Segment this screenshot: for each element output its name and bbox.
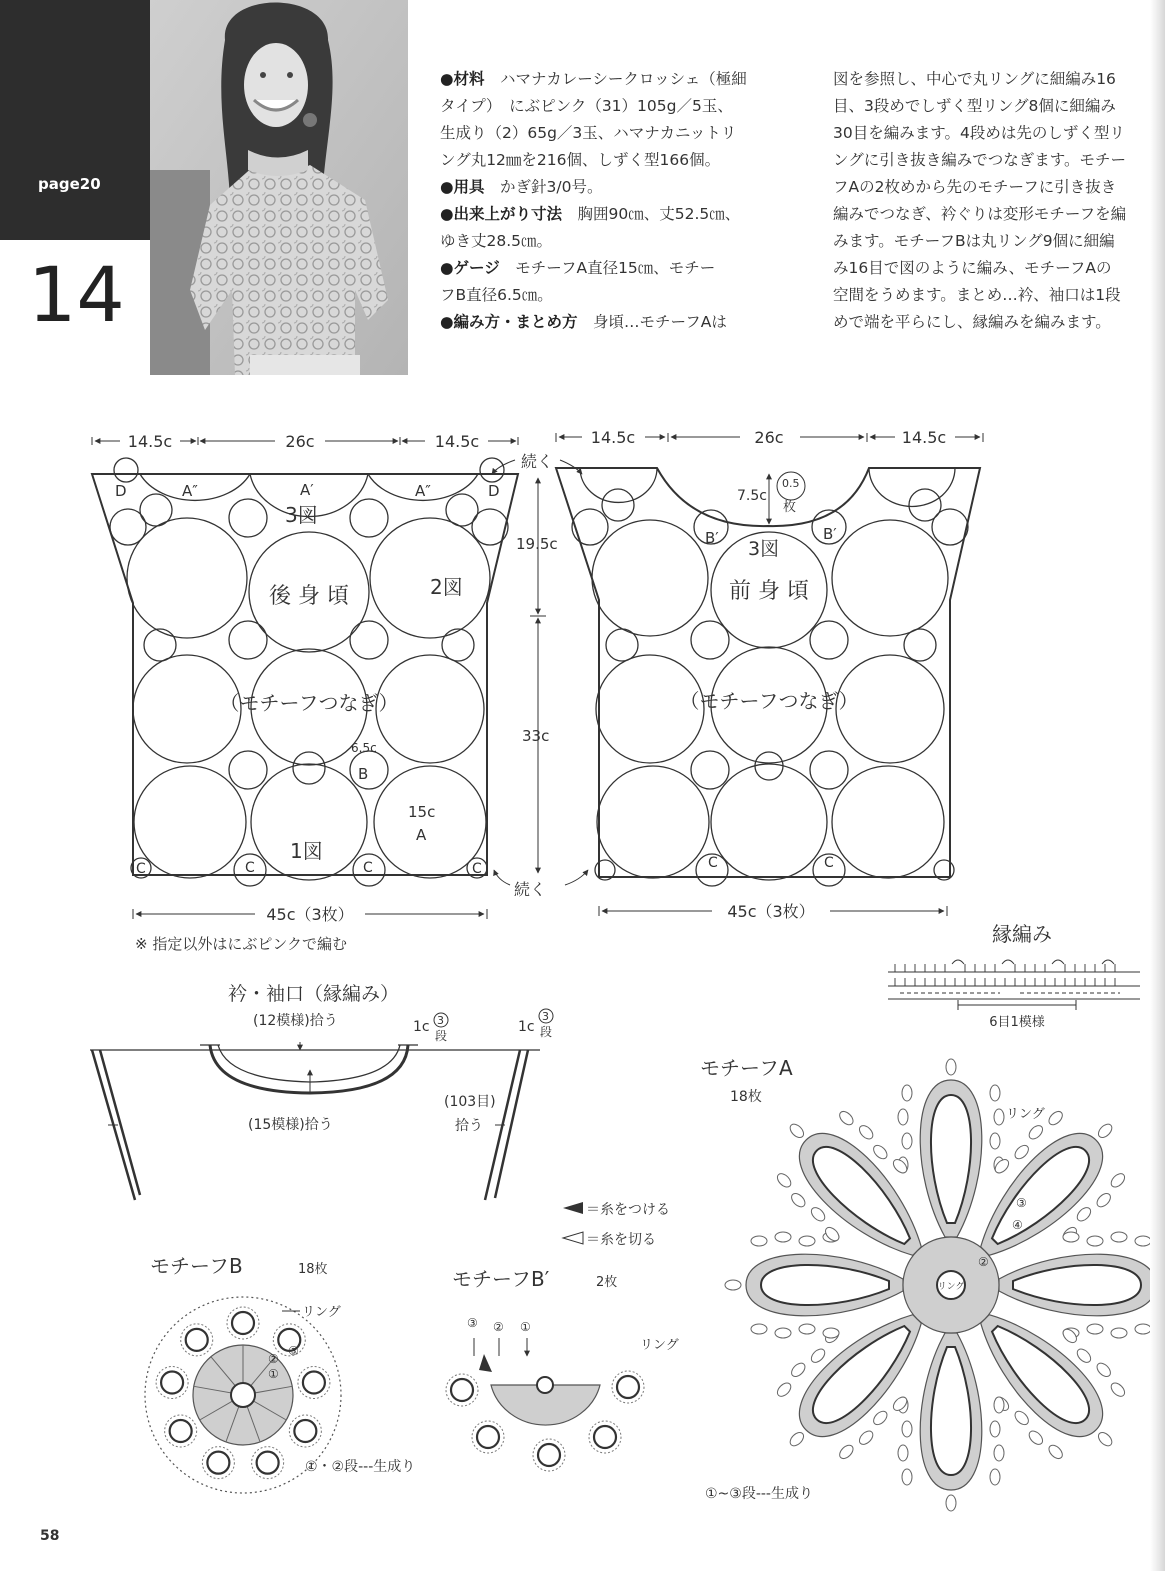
front-motif-circles bbox=[572, 468, 968, 886]
front-width-bottom: 45c（3枚） bbox=[727, 902, 815, 921]
back-fig3: 3図 bbox=[285, 503, 318, 527]
label-c: C bbox=[824, 855, 834, 871]
motif-b-chart bbox=[145, 1254, 415, 1493]
continue-bottom: 続く bbox=[514, 880, 547, 899]
edging-chart bbox=[888, 922, 1140, 1030]
text-line: フAの2枚めから先のモチーフに引き抜き bbox=[833, 178, 1117, 196]
back-outline bbox=[92, 474, 518, 875]
back-body-title: 後 身 頃 bbox=[269, 584, 349, 609]
cuff-rows-num: 3 bbox=[542, 1010, 549, 1023]
back-dim-center: 26c bbox=[285, 432, 315, 451]
front-dim-left: 14.5c bbox=[590, 428, 636, 447]
motif-a-rows-note: ①~③段---生成り bbox=[705, 1486, 813, 1502]
motif-b-row-mark: ③ bbox=[288, 1344, 299, 1358]
motif-b-prime-row-mark: ② bbox=[493, 1320, 504, 1334]
instructions-column-1 bbox=[440, 66, 816, 336]
motif-a-row-mark: ④ bbox=[1012, 1218, 1023, 1232]
text-line: ●編み方・まとめ方 身頃…モチーフAは bbox=[440, 313, 727, 331]
text-line: 30目を編みます。4段めは先のしずく型リ bbox=[833, 124, 1125, 142]
label-a-dbl-right: A″ bbox=[415, 482, 431, 500]
pattern-number: 14 bbox=[28, 250, 125, 339]
lower-height: 33c bbox=[522, 727, 550, 745]
back-label-a-size: 15c bbox=[408, 803, 436, 821]
continue-top: 続く bbox=[521, 452, 554, 471]
collar-cuff-diagram bbox=[90, 983, 553, 1200]
binding-shadow bbox=[1150, 0, 1165, 1571]
motif-b-prime-chart bbox=[446, 1267, 679, 1471]
text-line: 図を参照し、中心で丸リングに細編み16 bbox=[833, 70, 1116, 88]
label-c: C bbox=[136, 861, 146, 877]
pick-12: (12模様)拾う bbox=[253, 1013, 338, 1029]
motif-b-rows-note: ①・②段---生成り bbox=[305, 1459, 416, 1475]
motif-b-prime-row-mark: ① bbox=[520, 1320, 531, 1334]
label-d-right: D bbox=[488, 482, 500, 500]
pick-15: (15模様)拾う bbox=[248, 1117, 333, 1133]
back-dim-left: 14.5c bbox=[127, 432, 173, 451]
motif-a-title: モチーフA bbox=[700, 1056, 793, 1080]
motif-b-prime-row-mark: ③ bbox=[467, 1316, 478, 1330]
motif-a-row-mark: ② bbox=[978, 1255, 989, 1269]
edging-repeat: 6目1模様 bbox=[989, 1015, 1045, 1030]
front-fig3: 3図 bbox=[748, 538, 780, 560]
thread-legend bbox=[563, 1202, 670, 1248]
text-line: み16目で図のように編み、モチーフAの bbox=[833, 259, 1112, 277]
back-body-diagram bbox=[92, 432, 518, 924]
note-default-color: ※ 指定以外はにぶピンクで編む bbox=[135, 935, 348, 953]
label-a-dbl-left: A″ bbox=[182, 482, 198, 500]
back-label-b-size: 6.5c bbox=[351, 741, 377, 755]
text-line: タイプ） にぶピンク（31）105g／5玉、 bbox=[440, 97, 733, 115]
neck-rows: 0.5 bbox=[782, 477, 800, 490]
back-subtitle: （モチーフつなぎ） bbox=[219, 691, 399, 715]
text-line: ングに引き抜き編みでつなぎます。モチー bbox=[833, 151, 1126, 169]
motif-a-chart bbox=[700, 1056, 1165, 1511]
collar-title: 衿・袖口（縁編み） bbox=[228, 983, 400, 1005]
edging-title: 縁編み bbox=[992, 922, 1052, 946]
upper-height: 19.5c bbox=[516, 535, 558, 553]
back-label-a: A bbox=[416, 826, 427, 844]
text-line: 空間をうめます。まとめ…衿、袖口は1段 bbox=[833, 286, 1121, 304]
text-line: ング丸12㎜を216個、しずく型166個。 bbox=[440, 151, 721, 169]
text-line: ●ゲージ モチーフA直径15㎝、モチー bbox=[440, 259, 716, 277]
label-c: C bbox=[708, 855, 718, 871]
text-line: フB直径6.5㎝。 bbox=[440, 286, 553, 304]
label-c: C bbox=[363, 860, 373, 876]
instructions-column-2 bbox=[833, 66, 1163, 336]
front-dim-center: 26c bbox=[754, 428, 784, 447]
label-c: C bbox=[245, 860, 255, 876]
motif-a-count: 18枚 bbox=[730, 1089, 762, 1105]
motif-b-prime-count: 2枚 bbox=[596, 1275, 618, 1290]
neck-unit: 枚 bbox=[783, 500, 797, 515]
back-label-b: B bbox=[358, 765, 369, 783]
model-photo bbox=[150, 0, 408, 375]
front-label-b-prime-right: B′ bbox=[823, 525, 837, 543]
back-width-bottom: 45c（3枚） bbox=[266, 905, 354, 924]
label-c: C bbox=[472, 861, 482, 877]
motif-b-row-mark: ② bbox=[268, 1352, 279, 1366]
header-block bbox=[0, 0, 150, 240]
pattern-diagrams bbox=[0, 400, 1165, 1571]
collar-rows-unit: 段 bbox=[435, 1029, 448, 1043]
front-subtitle: （モチーフつなぎ） bbox=[679, 689, 859, 713]
cuff-width: 1c bbox=[518, 1019, 535, 1035]
motif-b-prime-title: モチーフB′ bbox=[452, 1267, 550, 1291]
text-line: ●出来上がり寸法 胸囲90㎝、丈52.5㎝、 bbox=[440, 205, 741, 223]
motif-a-row-mark: ③ bbox=[1016, 1196, 1027, 1210]
attach-thread-icon bbox=[563, 1202, 583, 1214]
motif-b-ring-label: リング bbox=[302, 1305, 341, 1320]
text-line: 生成り（2）65g／3玉、ハマナカニットリ bbox=[440, 124, 737, 142]
label-d-left: D bbox=[115, 482, 127, 500]
collar-width: 1c bbox=[413, 1019, 430, 1035]
motif-b-count: 18枚 bbox=[298, 1262, 328, 1277]
label-a-prime: A′ bbox=[300, 481, 314, 499]
text-line: ●材料 ハマナカレーシークロッシェ（極細 bbox=[440, 70, 747, 88]
back-fig2: 2図 bbox=[430, 575, 463, 599]
back-dim-right: 14.5c bbox=[434, 432, 480, 451]
motif-a-center-ring: リング bbox=[937, 1282, 965, 1292]
text-line: ●用具 かぎ針3/0号。 bbox=[440, 178, 603, 196]
motif-a-ring-label: リング bbox=[1006, 1107, 1045, 1122]
neck-depth: 7.5c bbox=[737, 488, 767, 504]
front-dim-right: 14.5c bbox=[901, 428, 947, 447]
collar-rows-num: 3 bbox=[437, 1014, 444, 1027]
page-number: 58 bbox=[40, 1528, 60, 1544]
pick-103: (103目) bbox=[444, 1094, 496, 1110]
page-reference: page20 bbox=[38, 175, 101, 193]
motif-b-title: モチーフB bbox=[150, 1254, 243, 1278]
front-label-b-prime-left: B′ bbox=[705, 529, 719, 547]
legend-attach: ＝糸をつける bbox=[586, 1202, 670, 1218]
pick-103-label: 拾う bbox=[455, 1118, 483, 1134]
text-line: ゆき丈28.5㎝。 bbox=[440, 232, 553, 250]
text-line: みます。モチーフBは丸リング9個に細編 bbox=[833, 232, 1115, 250]
cuff-rows-unit: 段 bbox=[540, 1025, 553, 1039]
front-body-title: 前 身 頃 bbox=[729, 579, 809, 604]
legend-cut: ＝糸を切る bbox=[586, 1232, 656, 1248]
text-line: 目、3段めでしずく型リング8個に細編み bbox=[833, 97, 1116, 115]
text-line: めで端を平らにし、縁編みを編みます。 bbox=[833, 313, 1111, 331]
motif-b-prime-ring-label: リング bbox=[640, 1338, 679, 1353]
text-line: 編みでつなぎ、衿ぐりは変形モチーフを編 bbox=[833, 205, 1127, 223]
cut-thread-icon bbox=[563, 1232, 583, 1244]
back-fig1: 1図 bbox=[290, 839, 323, 863]
motif-b-row-mark: ① bbox=[268, 1367, 279, 1381]
front-body-diagram bbox=[556, 428, 983, 921]
